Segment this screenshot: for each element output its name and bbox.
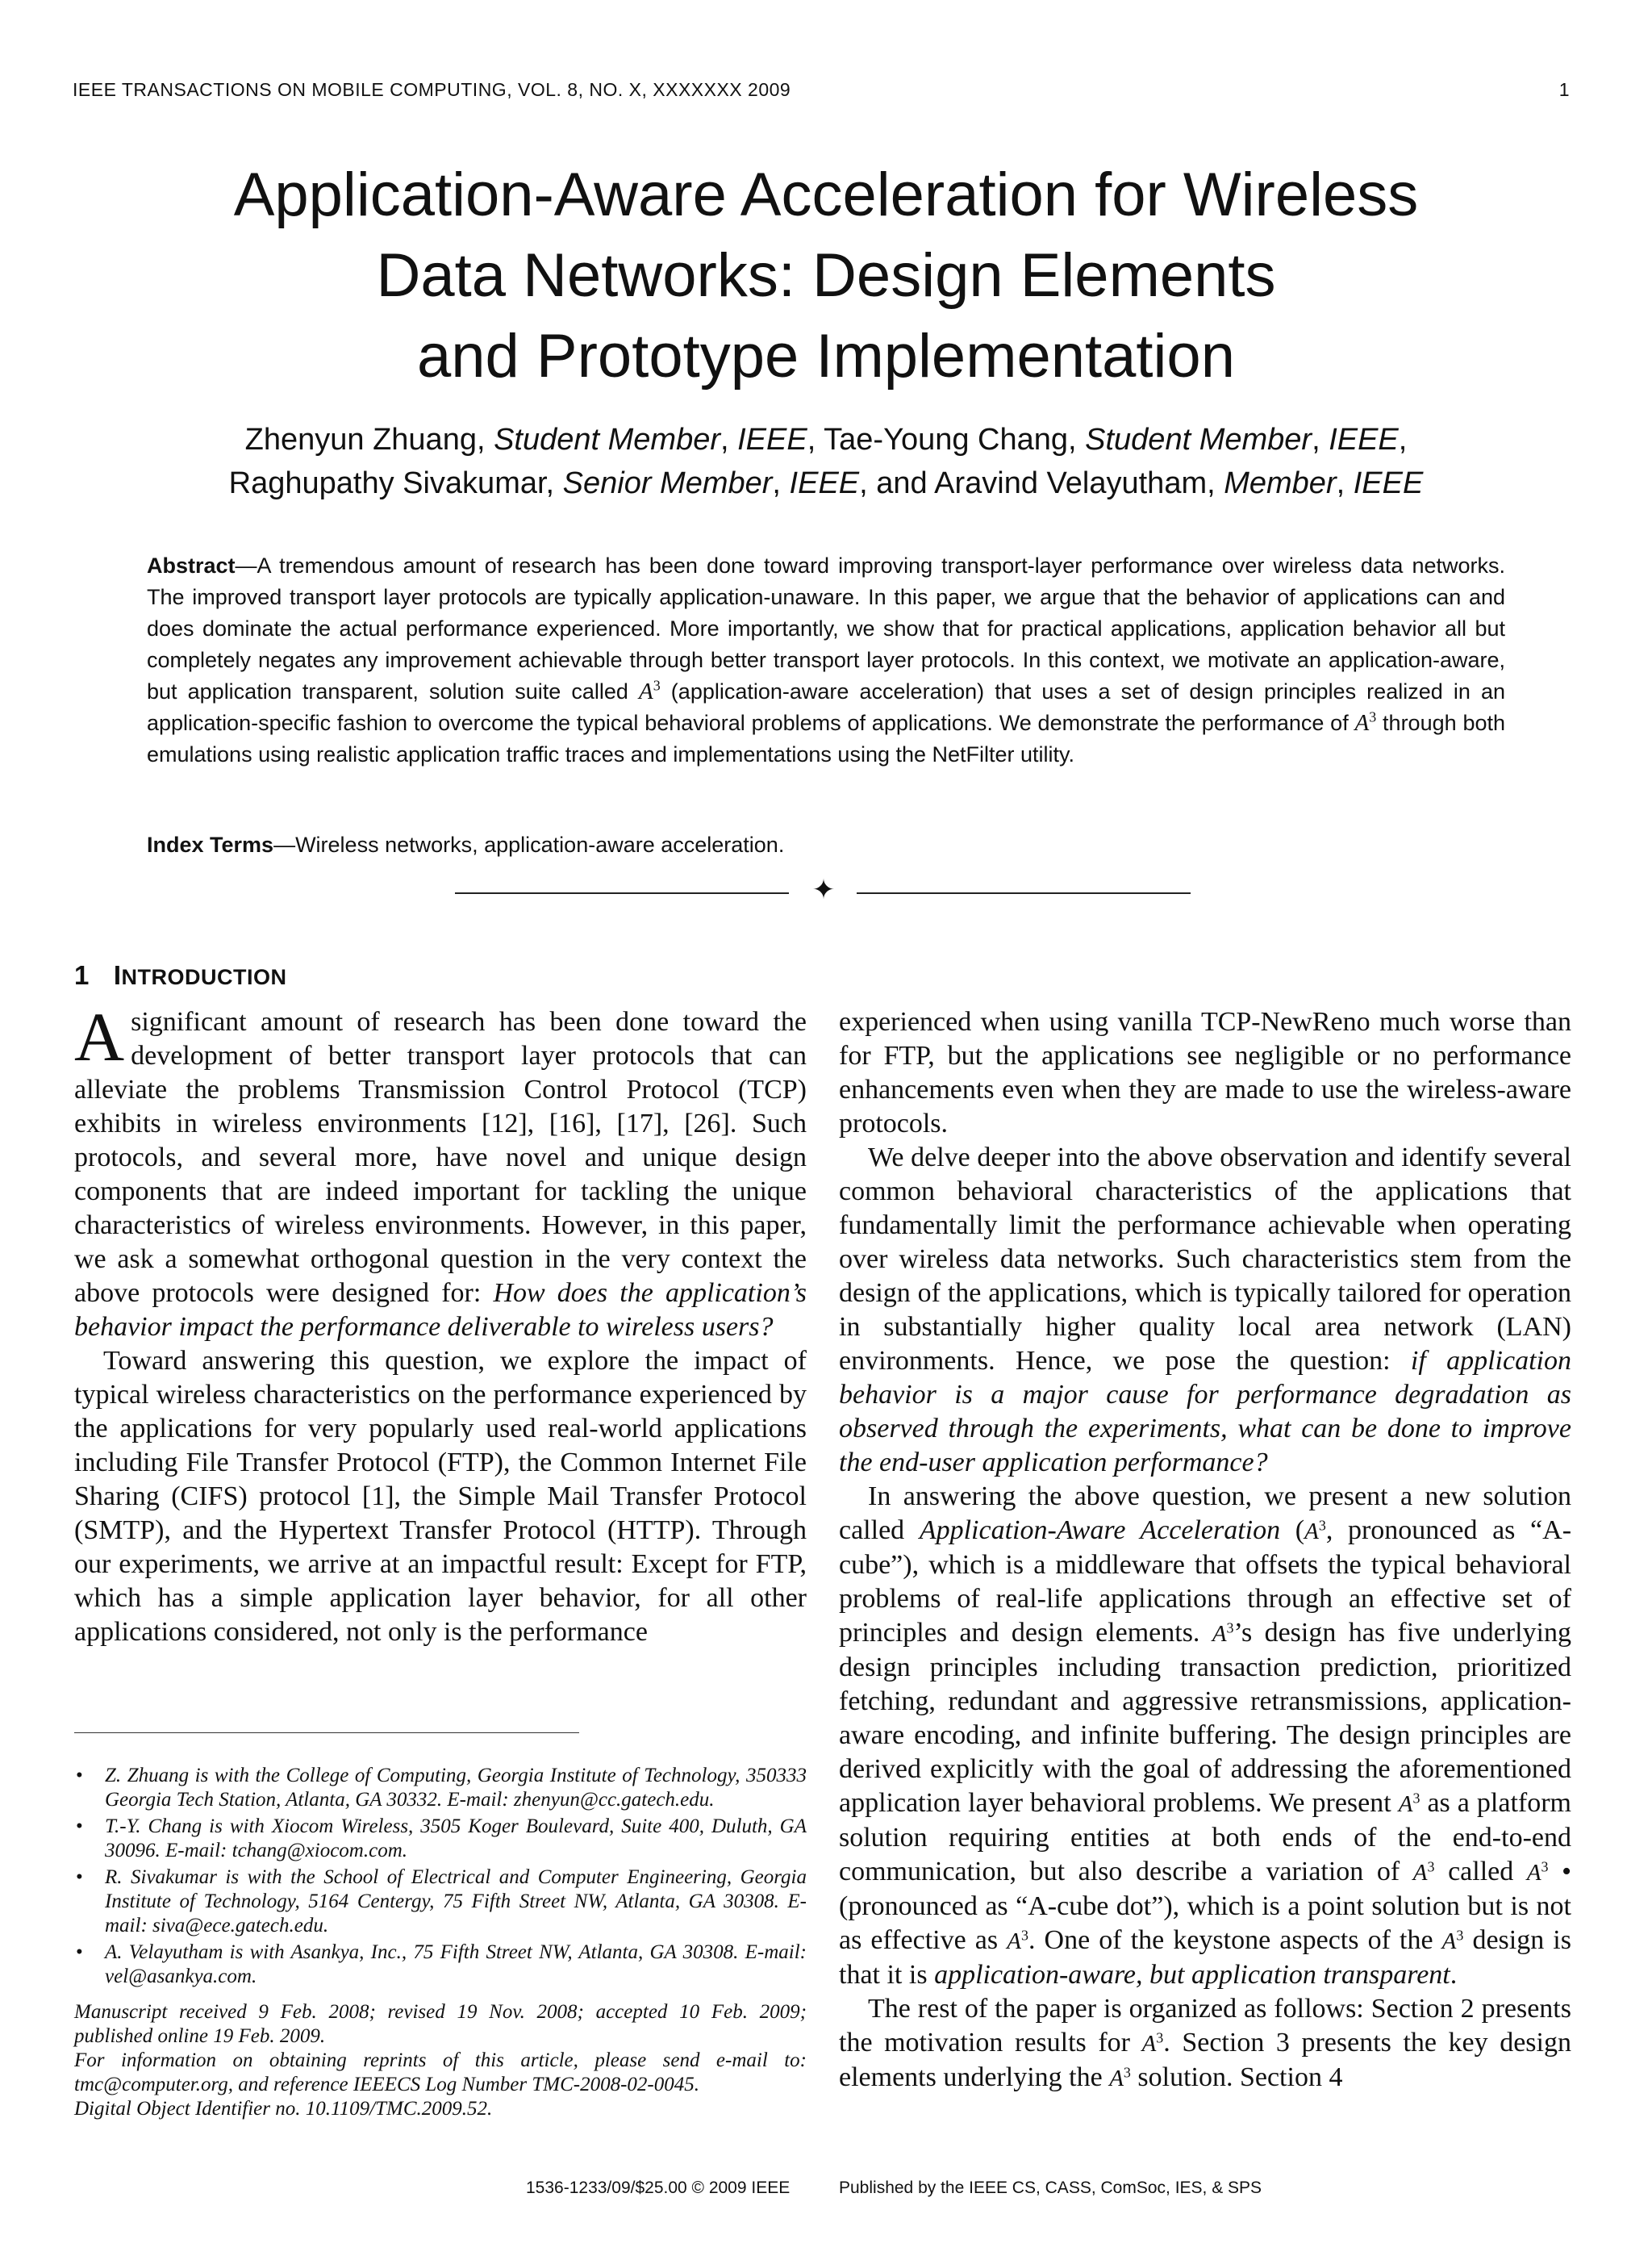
key-property: application-aware, but application transparent: [934, 1960, 1450, 1990]
a3-symbol: [1527, 1860, 1549, 1886]
affiliation-footnote: [74, 1764, 807, 1812]
footnote-text: Z. Zhuang is with the College of Computing, Georgia Institute of Technology, 350333 Georgia Tech Station, Atlanta, GA 30332. E-mail: zhenyun@cc.gatech.edu.: [105, 1765, 807, 1811]
bullet-icon: •: [76, 1765, 83, 1786]
affiliation-footnote: [74, 1941, 807, 1989]
solution-name: Application-Aware Acceleration: [919, 1515, 1281, 1545]
abstract-text: (application-aware acceleration) that uses a set of design principles realized in an application-specific fashion to overcome the typical behavioral problems of applications. We demonstrate the performance of: [147, 679, 1505, 735]
footnotes: [74, 1764, 807, 2121]
section-number: 1: [74, 960, 90, 990]
math-base: A: [1141, 2031, 1157, 2057]
abstract-text: through both emulations using realistic application traffic traces and implementations using the NetFilter utility.: [147, 711, 1505, 767]
paragraph-text: ’s design has five underlying design principles including transaction prediction, prioritized fetching, redundant and aggressive retransmissions, application-aware encoding, and infinite buffering. The design principles are derived explicitly with the goal of addressing the aforementioned application layer behavioral problems. We present: [839, 1618, 1572, 1818]
math-exp: 3: [1318, 1517, 1326, 1534]
math-base: A: [1007, 1928, 1021, 1954]
math-base: A: [1398, 1791, 1413, 1817]
running-head: [73, 79, 1570, 101]
paragraph-text: .: [1450, 1960, 1458, 1990]
doi: Digital Object Identifier no. 10.1109/TMC.2009.52.: [74, 2098, 493, 2120]
author-org: IEEE: [1353, 466, 1424, 500]
math-base: A: [1354, 710, 1370, 736]
paragraph: [839, 1141, 1571, 1480]
body-column-left: [74, 998, 807, 1649]
paragraph-text: . Section 3 presents the key design elements underlying the: [839, 2028, 1571, 2092]
a3-symbol: [1355, 710, 1377, 736]
math-exp: 3: [1123, 2064, 1131, 2081]
paragraph-text: design is that it is: [839, 1925, 1571, 1990]
separator-comma: ,: [1312, 423, 1329, 457]
dash: —: [273, 833, 296, 857]
manuscript-dates: Manuscript received 9 Feb. 2008; revised 19 Nov. 2008; accepted 10 Feb. 2009; published online 19 Feb. 2009.: [74, 2001, 807, 2047]
a3-symbol: [1212, 1621, 1234, 1647]
separator-comma: ,: [1398, 423, 1408, 457]
math-exp: 3: [1226, 1619, 1234, 1636]
a3-symbol: [639, 679, 661, 704]
math-exp: 3: [653, 677, 661, 694]
author-role: Student Member: [1085, 423, 1312, 457]
paragraph-text: In answering the above question, we present a new solution called: [839, 1481, 1571, 1545]
page-number: 1: [1558, 79, 1570, 100]
math-base: A: [1441, 1928, 1457, 1954]
paragraph-text: , pronounced as “A-cube”), which is a middleware that offsets the typical behavioral problems of real-life applications through an effective set of principles and design elements.: [839, 1515, 1572, 1648]
author-org: IEEE: [789, 466, 860, 500]
separator-diamond-icon: ✦: [811, 875, 836, 905]
paragraph: experienced when using vanilla TCP-NewReno much worse than for FTP, but the applications see negligible or no performance enhancements even when they are made to use the wireless-aware protocols.: [839, 1007, 1571, 1138]
a3-symbol: [1304, 1519, 1326, 1544]
abstract-text: A tremendous amount of research has been done toward improving transport-layer performance over wireless data networks. The improved transport layer protocols are typically application-unaware. In this paper, we argue that the behavior of applications can and does dominate the actual performance experienced. More importantly, we show that for practical applications, application behavior all but completely negates any improvement achievable through better transport layer protocols. In this context, we motivate an application-aware, but application transparent, solution suite called: [147, 554, 1505, 704]
math-exp: 3: [1156, 2029, 1164, 2046]
section-initial: I: [113, 960, 122, 990]
footnote-rule: [74, 1732, 579, 1733]
math-exp: 3: [1427, 1858, 1435, 1875]
footnote-text: R. Sivakumar is with the School of Electrical and Computer Engineering, Georgia Institute of Technology, 5164 Centergy, 75 Fifth Street NW, Atlanta, GA 30308. E-mail: siva@ece.gatech.edu.: [105, 1866, 807, 1936]
math-exp: 3: [1412, 1790, 1420, 1807]
math-base: A: [1304, 1519, 1319, 1544]
footnote-text: A. Velayutham is with Asankya, Inc., 75 Fifth Street NW, Atlanta, GA 30308. E-mail: vel@asankya.com.: [105, 1941, 807, 1987]
bullet-icon: •: [76, 1941, 83, 1963]
a3-symbol: [1109, 2066, 1131, 2091]
bullet-dot-icon: •: [1548, 1857, 1572, 1886]
math-base: A: [1526, 1860, 1541, 1886]
author-name: Zhenyun Zhuang,: [244, 423, 494, 457]
title-line-2: Data Networks: Design Elements: [376, 241, 1276, 310]
section-heading: [74, 960, 287, 991]
paragraph: [839, 1480, 1571, 1992]
author-org: IEEE: [1329, 423, 1399, 457]
paragraph-text: . One of the keystone aspects of the: [1028, 1925, 1442, 1955]
author-org: IEEE: [737, 423, 807, 457]
paragraph-text: (pronounced as “A-cube dot”), which is a point solution but is not as effective as: [839, 1891, 1571, 1955]
a3-symbol: [1142, 2031, 1164, 2057]
index-terms-text: Wireless networks, application-aware acceleration.: [295, 833, 785, 857]
journal-info: IEEE TRANSACTIONS ON MOBILE COMPUTING, VOL. 8, NO. X, XXXXXXX 2009: [73, 79, 791, 100]
author-role: Student Member: [494, 423, 720, 457]
math-exp: 3: [1020, 1927, 1028, 1944]
math-exp: 3: [1541, 1858, 1549, 1875]
bullet-icon: •: [76, 1866, 83, 1888]
title-line-1: Application-Aware Acceleration for Wireless: [233, 161, 1419, 229]
copyright-footer: 1536-1233/09/$25.00 © 2009 IEEE: [526, 2179, 791, 2197]
a3-symbol: [1399, 1791, 1420, 1817]
separator-comma: ,: [1336, 466, 1354, 500]
dash: —: [235, 554, 257, 578]
posed-question: if application behavior is a major cause for performance degradation as observed through the experiments, what can be done to improve the end-user application performance?: [839, 1346, 1571, 1477]
affiliation-footnote: [74, 1865, 807, 1938]
paragraph-text: (: [1280, 1515, 1305, 1545]
a3-symbol: [1007, 1928, 1028, 1954]
a3-symbol: [1413, 1860, 1435, 1886]
author-list: [81, 418, 1571, 505]
paragraph-text: as a platform solution requiring entities at both ends of the end-to-end communication, but also describe a variation of: [839, 1788, 1571, 1886]
paragraph-text: significant amount of research has been done toward the development of better transport layer protocols that can alleviate the problems Transmission Control Protocol (TCP) exhibits in wireless environments [12], [16], [17], [26]. Such protocols, and several more, have novel and unique design components that are indeed important for tackling the unique characteristics of wireless environments. However, in this paper, we ask a somewhat orthogonal question in the very context the above protocols were designed for:: [74, 1007, 807, 1308]
separator-comma: ,: [720, 423, 738, 457]
math-exp: 3: [1456, 1927, 1464, 1944]
author-line-2: [81, 462, 1571, 505]
separator-comma: ,: [772, 466, 790, 500]
paragraph-text: We delve deeper into the above observation and identify several common behavioral characteristics of the applications that fundamentally limit the performance achievable when operating over wireless data networks. Such characteristics stem from the design of the applications, which is typically tailored for operation in substantially higher quality local area network (LAN) environments. Hence, we pose the question:: [839, 1143, 1571, 1376]
footnote-text: T.-Y. Chang is with Xiocom Wireless, 3505 Koger Boulevard, Suite 400, Duluth, GA 30096. E-mail: tchang@xiocom.com.: [105, 1815, 807, 1861]
publisher-footer: Published by the IEEE CS, CASS, ComSoc, IES, & SPS: [839, 2179, 1262, 2197]
author-line-1: [81, 418, 1571, 462]
index-terms-label: Index Terms: [147, 833, 274, 857]
bullet-icon: •: [76, 1815, 83, 1837]
body-column-right: [839, 1005, 1571, 2095]
drop-cap: A: [74, 998, 125, 1076]
author-name: , and Aravind Velayutham,: [859, 466, 1224, 500]
separator-rule-right: [857, 892, 1191, 894]
paragraph: [839, 1992, 1571, 2095]
paragraph: [74, 998, 807, 1344]
author-name: Raghupathy Sivakumar,: [228, 466, 563, 500]
separator-rule-left: [455, 892, 789, 894]
abstract-label: Abstract: [147, 554, 236, 578]
manuscript-info: [74, 2000, 807, 2121]
math-base: A: [1212, 1621, 1227, 1647]
index-terms: [147, 829, 1505, 861]
paper-title: [81, 155, 1571, 397]
author-role: Member: [1224, 466, 1337, 500]
paragraph-text: solution. Section 4: [1130, 2062, 1343, 2092]
reprints-note: For information on obtaining reprints of this article, please send e-mail to: tmc@computer.org, and reference IEEECS Log Number TMC-2008-02-0045.: [74, 2049, 807, 2095]
research-question: How does the application’s behavior impact the performance deliverable to wireless users?: [74, 1278, 807, 1342]
math-base: A: [1412, 1860, 1428, 1886]
math-exp: 3: [1369, 708, 1377, 725]
paragraph: Toward answering this question, we explore the impact of typical wireless characteristics on the performance experienced by the applications for very popularly used real-world applications including File Transfer Protocol (FTP), the Common Internet File Sharing (CIFS) protocol [1], the Simple Mail Transfer Protocol (SMTP), and the Hypertext Transfer Protocol (HTTP). Through our experiments, we arrive at an impactful result: Except for FTP, which has a simple application layer behavior, for all other applications considered, not only is the performance: [74, 1346, 807, 1647]
paragraph-text: called: [1434, 1857, 1527, 1886]
section-title-rest: NTRODUCTION: [121, 965, 287, 989]
author-name: , Tae-Young Chang,: [807, 423, 1086, 457]
author-role: Senior Member: [562, 466, 773, 500]
math-base: A: [639, 679, 653, 704]
abstract: [147, 550, 1505, 771]
paragraph-text: The rest of the paper is organized as follows: Section 2 presents the motivation results for: [839, 1994, 1571, 2058]
title-line-3: and Prototype Implementation: [417, 322, 1235, 391]
a3-symbol: [1442, 1928, 1464, 1954]
math-base: A: [1109, 2066, 1124, 2091]
affiliation-footnote: [74, 1815, 807, 1863]
